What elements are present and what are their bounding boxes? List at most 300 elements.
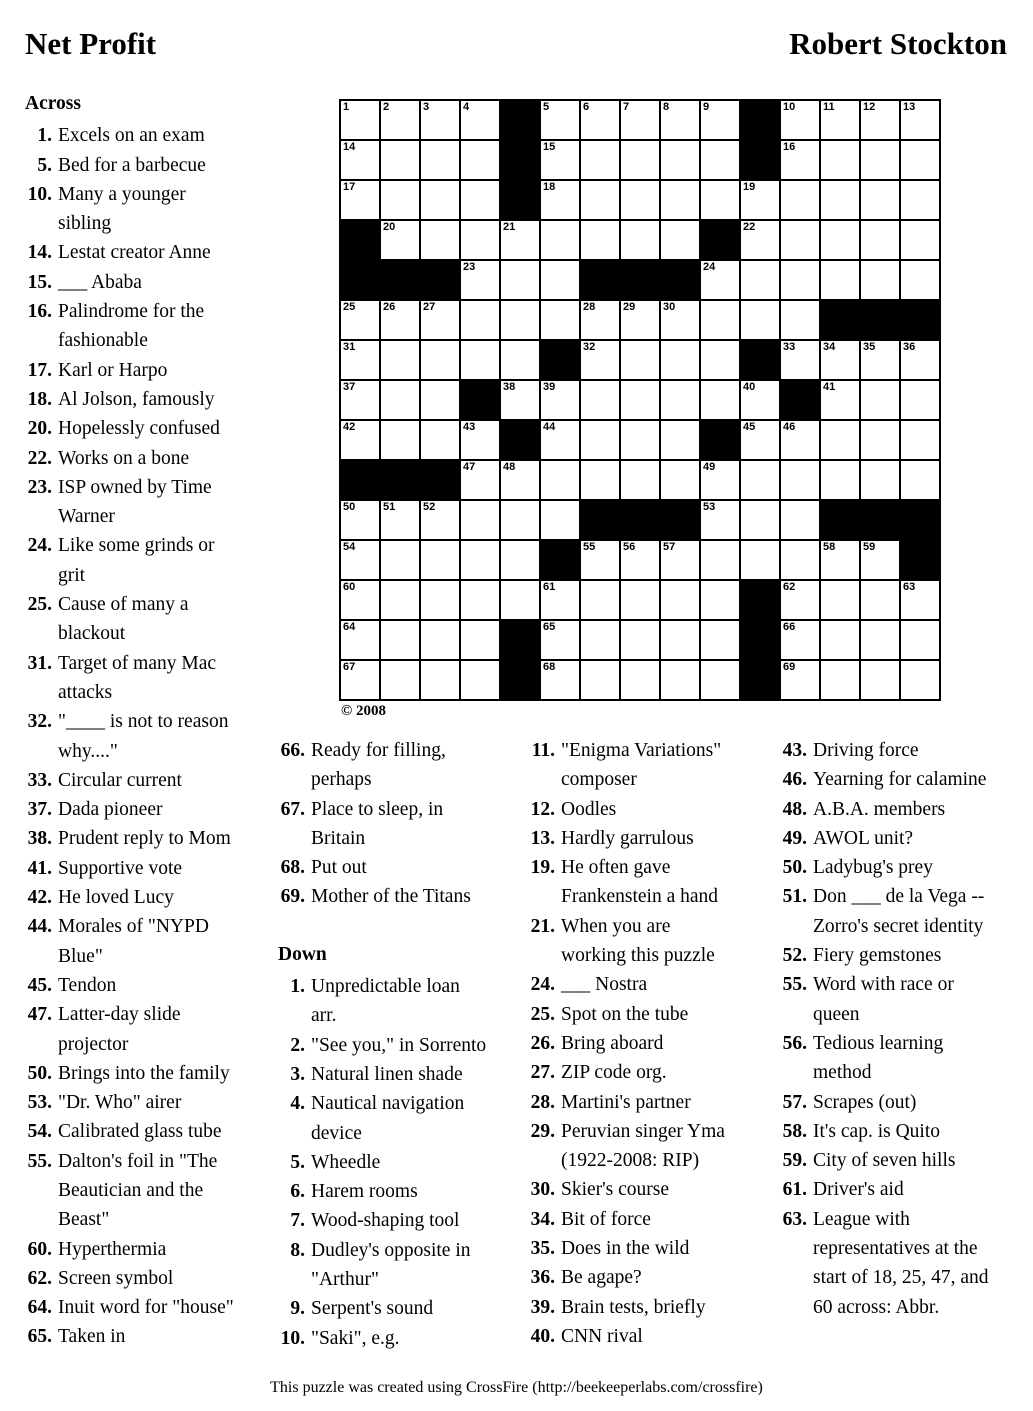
clue-number: 53. <box>27 1092 52 1114</box>
grid-cell[interactable] <box>541 141 579 179</box>
clue-item <box>25 912 239 971</box>
grid-cell[interactable] <box>581 141 619 179</box>
clue-item <box>25 385 239 414</box>
clue-item <box>25 297 239 356</box>
grid-cell[interactable] <box>901 221 939 259</box>
grid-cell[interactable] <box>501 541 539 579</box>
clue-text: Al Jolson, famously <box>58 388 215 410</box>
grid-cell[interactable] <box>541 101 579 139</box>
cell-number: 68 <box>543 661 556 673</box>
grid-cell[interactable] <box>421 661 459 699</box>
clue-text: He often gave Frankenstein a hand <box>561 857 719 908</box>
clue-number: 30. <box>530 1179 555 1201</box>
grid-cell[interactable] <box>461 261 499 299</box>
clue-item <box>780 1029 991 1088</box>
clue-item <box>780 736 991 765</box>
grid-cell[interactable] <box>781 541 819 579</box>
grid-cell[interactable] <box>621 621 659 659</box>
clue-number: 61. <box>782 1179 807 1201</box>
clue-text: Works on a bone <box>58 447 190 469</box>
cell-number: 55 <box>583 541 596 553</box>
grid-cell[interactable] <box>861 421 899 459</box>
clue-text: Harem rooms <box>311 1181 418 1203</box>
clue-item <box>278 1236 488 1295</box>
clue-item <box>780 765 991 794</box>
cell-number: 5 <box>543 101 550 113</box>
grid-cell[interactable] <box>701 621 739 659</box>
grid-cell[interactable] <box>701 381 739 419</box>
crossword-grid <box>339 99 941 701</box>
cell-number: 42 <box>343 421 356 433</box>
clue-item <box>780 1088 991 1117</box>
grid-cell[interactable] <box>821 341 859 379</box>
clue-text: Natural linen shade <box>311 1063 463 1085</box>
clue-number: 15. <box>27 271 52 293</box>
clue-text: Does in the wild <box>561 1238 690 1260</box>
clue-text: AWOL unit? <box>813 827 914 849</box>
grid-cell[interactable] <box>581 101 619 139</box>
clue-item <box>780 824 991 853</box>
clue-number: 34. <box>530 1208 555 1230</box>
grid-cell[interactable] <box>421 501 459 539</box>
clue-number: 50. <box>27 1062 52 1084</box>
grid-cell[interactable] <box>781 301 819 339</box>
grid-cell[interactable] <box>821 661 859 699</box>
clue-text: Dada pioneer <box>58 799 163 821</box>
clue-number: 26. <box>530 1032 555 1054</box>
grid-cell[interactable] <box>621 181 659 219</box>
clue-text: It's cap. is Quito <box>813 1120 940 1142</box>
grid-cell[interactable] <box>501 381 539 419</box>
grid-cell[interactable] <box>781 461 819 499</box>
black-cell <box>821 501 859 539</box>
grid-cell[interactable] <box>541 181 579 219</box>
clue-text: Tedious learning method <box>813 1032 944 1084</box>
clue-item <box>528 1088 735 1117</box>
grid-cell[interactable] <box>901 141 939 179</box>
grid-cell[interactable] <box>421 221 459 259</box>
grid-cell[interactable] <box>781 421 819 459</box>
cell-number: 35 <box>863 341 876 353</box>
grid-cell[interactable] <box>661 621 699 659</box>
clue-item <box>25 649 239 708</box>
clue-number: 49. <box>782 827 807 849</box>
grid-cell[interactable] <box>901 341 939 379</box>
grid-cell[interactable] <box>461 421 499 459</box>
black-cell <box>901 301 939 339</box>
clue-number: 66. <box>280 740 305 761</box>
grid-cell[interactable] <box>861 381 899 419</box>
grid-cell[interactable] <box>661 461 699 499</box>
grid-cell[interactable] <box>541 261 579 299</box>
clue-number: 23. <box>27 476 52 498</box>
grid-cell[interactable] <box>781 221 819 259</box>
grid-cell[interactable] <box>341 501 379 539</box>
clue-text: Screen symbol <box>58 1267 174 1289</box>
grid-cell[interactable] <box>581 181 619 219</box>
grid-cell[interactable] <box>381 501 419 539</box>
grid-cell[interactable] <box>901 661 939 699</box>
grid-cell[interactable] <box>701 341 739 379</box>
grid-cell[interactable] <box>861 261 899 299</box>
grid-cell[interactable] <box>541 421 579 459</box>
black-cell <box>421 261 459 299</box>
clue-item <box>780 941 991 970</box>
grid-cell[interactable] <box>341 661 379 699</box>
clue-number: 56. <box>782 1032 807 1054</box>
grid-cell[interactable] <box>861 581 899 619</box>
black-cell <box>541 541 579 579</box>
grid-cell[interactable] <box>701 101 739 139</box>
grid-cell[interactable] <box>781 101 819 139</box>
grid-cell[interactable] <box>421 541 459 579</box>
grid-cell[interactable] <box>661 421 699 459</box>
black-cell <box>901 501 939 539</box>
clue-text: Hardly garrulous <box>561 827 694 849</box>
grid-cell[interactable] <box>661 661 699 699</box>
grid-cell[interactable] <box>741 181 779 219</box>
clue-number: 5. <box>37 154 52 176</box>
cell-number: 49 <box>703 461 716 473</box>
grid-cell[interactable] <box>701 261 739 299</box>
cell-number: 41 <box>823 381 836 393</box>
grid-cell[interactable] <box>701 661 739 699</box>
grid-cell[interactable] <box>581 381 619 419</box>
grid-cell[interactable] <box>901 181 939 219</box>
grid-cell[interactable] <box>541 461 579 499</box>
grid-cell[interactable] <box>461 301 499 339</box>
grid-cell[interactable] <box>861 221 899 259</box>
grid-cell[interactable] <box>661 581 699 619</box>
cell-number: 36 <box>903 341 916 353</box>
clue-text: "See you," in Sorrento <box>311 1034 487 1056</box>
clue-text: Taken in <box>58 1326 126 1348</box>
grid-cell[interactable] <box>661 181 699 219</box>
grid-cell[interactable] <box>821 621 859 659</box>
grid-cell[interactable] <box>781 661 819 699</box>
grid-cell[interactable] <box>901 421 939 459</box>
grid-cell[interactable] <box>741 501 779 539</box>
grid-cell[interactable] <box>861 141 899 179</box>
clue-item <box>528 1293 735 1322</box>
grid-cell[interactable] <box>621 141 659 179</box>
clue-number: 32. <box>27 711 52 733</box>
black-cell <box>741 101 779 139</box>
grid-cell[interactable] <box>381 381 419 419</box>
grid-cell[interactable] <box>901 621 939 659</box>
grid-cell[interactable] <box>341 581 379 619</box>
cell-number: 27 <box>423 301 436 313</box>
black-cell <box>581 261 619 299</box>
grid-cell[interactable] <box>821 141 859 179</box>
grid-cell[interactable] <box>861 461 899 499</box>
grid-cell[interactable] <box>621 581 659 619</box>
grid-cell[interactable] <box>421 341 459 379</box>
clue-item <box>780 970 991 1029</box>
cell-number: 10 <box>783 101 796 113</box>
grid-cell[interactable] <box>821 221 859 259</box>
clue-number: 55. <box>27 1150 52 1172</box>
grid-cell[interactable] <box>421 421 459 459</box>
grid-cell[interactable] <box>501 461 539 499</box>
grid-cell[interactable] <box>861 101 899 139</box>
cell-number: 9 <box>703 101 710 113</box>
clue-text: Target of many Mac attacks <box>58 652 217 703</box>
grid-cell[interactable] <box>701 461 739 499</box>
grid-cell[interactable] <box>661 301 699 339</box>
grid-cell[interactable] <box>381 301 419 339</box>
grid-cell[interactable] <box>501 341 539 379</box>
grid-cell[interactable] <box>621 341 659 379</box>
grid-cell[interactable] <box>661 541 699 579</box>
grid-cell[interactable] <box>621 661 659 699</box>
grid-cell[interactable] <box>701 181 739 219</box>
grid-cell[interactable] <box>341 341 379 379</box>
cell-number: 44 <box>543 421 556 433</box>
grid-cell[interactable] <box>661 141 699 179</box>
grid-cell[interactable] <box>861 621 899 659</box>
grid-cell[interactable] <box>821 261 859 299</box>
grid-cell[interactable] <box>421 621 459 659</box>
grid-cell[interactable] <box>421 301 459 339</box>
clue-item <box>25 824 239 853</box>
clue-text: Yearning for calamine <box>813 769 987 791</box>
black-cell <box>341 221 379 259</box>
clue-column-4 <box>780 736 991 1322</box>
clue-item <box>528 1029 735 1058</box>
clue-number: 36. <box>530 1267 555 1289</box>
grid-cell[interactable] <box>661 341 699 379</box>
black-cell <box>501 661 539 699</box>
clue-text: Karl or Harpo <box>58 359 168 381</box>
clue-number: 57. <box>782 1091 807 1113</box>
clue-number: 13. <box>530 827 555 849</box>
grid-cell[interactable] <box>501 581 539 619</box>
grid-cell[interactable] <box>501 221 539 259</box>
clue-item <box>25 238 239 267</box>
grid-cell[interactable] <box>821 581 859 619</box>
grid-cell[interactable] <box>461 101 499 139</box>
clue-item <box>25 1322 239 1351</box>
clue-item <box>25 707 239 766</box>
grid-cell[interactable] <box>821 381 859 419</box>
black-cell <box>861 501 899 539</box>
grid-cell[interactable] <box>821 461 859 499</box>
cell-number: 32 <box>583 341 596 353</box>
clue-number: 24. <box>530 974 555 996</box>
grid-cell[interactable] <box>381 141 419 179</box>
clue-item <box>780 853 991 882</box>
cell-number: 59 <box>863 541 876 553</box>
grid-cell[interactable] <box>701 501 739 539</box>
down-heading: Down <box>278 943 327 965</box>
grid-cell[interactable] <box>421 181 459 219</box>
grid-cell[interactable] <box>861 661 899 699</box>
grid-cell[interactable] <box>621 101 659 139</box>
grid-cell[interactable] <box>541 301 579 339</box>
grid-cell[interactable] <box>821 101 859 139</box>
grid-cell[interactable] <box>541 381 579 419</box>
clue-text: "Dr. Who" airer <box>58 1092 182 1114</box>
grid-cell[interactable] <box>461 181 499 219</box>
grid-cell[interactable] <box>381 541 419 579</box>
grid-cell[interactable] <box>901 381 939 419</box>
grid-cell[interactable] <box>461 141 499 179</box>
grid-cell[interactable] <box>581 461 619 499</box>
grid-cell[interactable] <box>581 301 619 339</box>
grid-cell[interactable] <box>341 181 379 219</box>
clue-number: 25. <box>27 594 52 616</box>
grid-cell[interactable] <box>741 301 779 339</box>
grid-cell[interactable] <box>781 581 819 619</box>
grid-cell[interactable] <box>341 421 379 459</box>
grid-cell[interactable] <box>541 661 579 699</box>
grid-cell[interactable] <box>581 661 619 699</box>
black-cell <box>501 181 539 219</box>
grid-cell[interactable] <box>661 221 699 259</box>
grid-cell[interactable] <box>341 301 379 339</box>
grid-cell[interactable] <box>341 141 379 179</box>
grid-cell[interactable] <box>901 101 939 139</box>
grid-cell[interactable] <box>781 341 819 379</box>
grid-cell[interactable] <box>701 301 739 339</box>
grid-cell[interactable] <box>821 421 859 459</box>
grid-cell[interactable] <box>901 581 939 619</box>
grid-cell[interactable] <box>461 221 499 259</box>
grid-cell[interactable] <box>581 581 619 619</box>
clue-item <box>25 1293 239 1322</box>
clue-item <box>278 1060 488 1089</box>
grid-cell[interactable] <box>621 381 659 419</box>
grid-cell[interactable] <box>421 581 459 619</box>
grid-cell[interactable] <box>701 581 739 619</box>
grid-cell[interactable] <box>861 181 899 219</box>
black-cell <box>701 221 739 259</box>
grid-cell[interactable] <box>901 461 939 499</box>
grid-cell[interactable] <box>741 461 779 499</box>
grid-cell[interactable] <box>581 341 619 379</box>
grid-cell[interactable] <box>781 621 819 659</box>
clue-item <box>278 1031 488 1060</box>
grid-cell[interactable] <box>381 421 419 459</box>
grid-cell[interactable] <box>461 461 499 499</box>
grid-cell[interactable] <box>541 501 579 539</box>
grid-cell[interactable] <box>621 421 659 459</box>
clue-number: 1. <box>37 125 52 147</box>
clue-number: 14. <box>27 242 52 264</box>
clue-number: 19. <box>530 857 555 879</box>
grid-cell[interactable] <box>501 501 539 539</box>
grid-cell[interactable] <box>781 181 819 219</box>
clue-item <box>528 1322 735 1351</box>
grid-cell[interactable] <box>821 181 859 219</box>
grid-cell[interactable] <box>581 621 619 659</box>
grid-cell[interactable] <box>661 381 699 419</box>
grid-cell[interactable] <box>781 141 819 179</box>
clue-text: Dalton's foil in "The Beautician and the Beast" <box>58 1150 218 1231</box>
grid-cell[interactable] <box>381 581 419 619</box>
clue-item <box>25 1117 239 1146</box>
grid-cell[interactable] <box>461 621 499 659</box>
grid-cell[interactable] <box>381 181 419 219</box>
grid-cell[interactable] <box>381 341 419 379</box>
grid-cell[interactable] <box>381 101 419 139</box>
clue-text: "Enigma Variations" composer <box>561 740 722 791</box>
grid-cell[interactable] <box>341 621 379 659</box>
grid-cell[interactable] <box>581 221 619 259</box>
clue-number: 48. <box>782 798 807 820</box>
grid-cell[interactable] <box>781 501 819 539</box>
grid-cell[interactable] <box>741 381 779 419</box>
grid-cell[interactable] <box>501 301 539 339</box>
grid-cell[interactable] <box>381 221 419 259</box>
grid-cell[interactable] <box>541 581 579 619</box>
grid-cell[interactable] <box>821 541 859 579</box>
grid-cell[interactable] <box>861 341 899 379</box>
grid-cell[interactable] <box>621 541 659 579</box>
clue-number: 67. <box>280 798 305 820</box>
clue-number: 27. <box>530 1062 555 1084</box>
grid-cell[interactable] <box>701 141 739 179</box>
black-cell <box>501 141 539 179</box>
clue-item <box>25 473 239 532</box>
grid-cell[interactable] <box>621 301 659 339</box>
grid-cell[interactable] <box>381 661 419 699</box>
grid-cell[interactable] <box>581 421 619 459</box>
grid-cell[interactable] <box>781 261 819 299</box>
grid-cell[interactable] <box>341 101 379 139</box>
grid-cell[interactable] <box>741 421 779 459</box>
cell-number: 11 <box>823 101 835 113</box>
grid-cell[interactable] <box>381 621 419 659</box>
grid-cell[interactable] <box>621 221 659 259</box>
grid-cell[interactable] <box>741 221 779 259</box>
grid-cell[interactable] <box>701 541 739 579</box>
grid-cell[interactable] <box>421 141 459 179</box>
clue-item <box>780 882 991 941</box>
grid-cell[interactable] <box>461 341 499 379</box>
grid-cell[interactable] <box>541 621 579 659</box>
grid-cell[interactable] <box>421 381 459 419</box>
grid-cell[interactable] <box>581 541 619 579</box>
grid-cell[interactable] <box>621 461 659 499</box>
grid-cell[interactable] <box>661 101 699 139</box>
clue-text: Oodles <box>561 798 617 820</box>
grid-cell[interactable] <box>421 101 459 139</box>
clue-number: 65. <box>27 1326 52 1348</box>
clue-item <box>25 883 239 912</box>
grid-cell[interactable] <box>341 381 379 419</box>
grid-cell[interactable] <box>461 501 499 539</box>
grid-cell[interactable] <box>461 581 499 619</box>
clue-text: "Saki", e.g. <box>311 1327 400 1349</box>
grid-cell[interactable] <box>741 541 779 579</box>
grid-cell[interactable] <box>541 221 579 259</box>
black-cell <box>781 381 819 419</box>
grid-cell[interactable] <box>901 261 939 299</box>
clue-item <box>25 590 239 649</box>
clue-number: 64. <box>27 1297 52 1319</box>
clue-text: Cause of many a blackout <box>58 594 189 645</box>
grid-cell[interactable] <box>741 261 779 299</box>
clue-number: 8. <box>290 1239 305 1261</box>
cell-number: 64 <box>343 621 356 633</box>
grid-cell[interactable] <box>341 541 379 579</box>
grid-cell[interactable] <box>461 661 499 699</box>
grid-cell[interactable] <box>501 261 539 299</box>
grid-cell[interactable] <box>861 541 899 579</box>
grid-cell[interactable] <box>461 541 499 579</box>
